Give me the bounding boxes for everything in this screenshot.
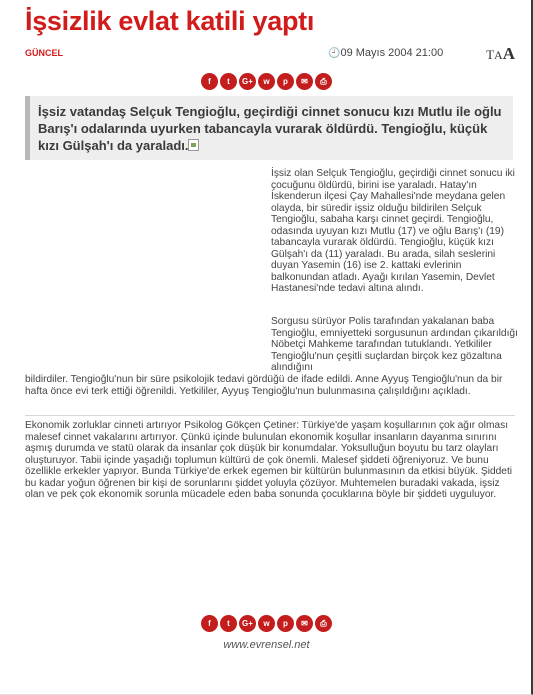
paragraph-2-column: Sorgusu sürüyor Polis tarafından yakalanan baba Tengioğlu, emniyetteki sorgusunun ardından çıkarıldığı Nöbetçi Mahkeme tarafından tutuklandı. Yetkililer Tengioğlu'nun çeşitli suçlardan birçok kez gözaltına alındığını [271,316,518,373]
email-icon[interactable]: ✉ [296,615,313,632]
article-meta [25,44,515,63]
whatsapp-icon[interactable]: w [258,73,275,90]
print-icon[interactable]: ⎙ [315,73,332,90]
paragraph-3: Ekonomik zorluklar cinneti artırıyor Psikolog Gökçen Çetiner: Türkiye'de yaşam koşullarının çok ağır olması malesef cinnet vakalarını artırıyor. Çünkü içinde bulunulan ekonomik koşullar insanların dayanma sınırını aşmış durumda ve statü olarak da insanlar çok düşük bir konumdalar. Yoksulluğun boyutu bu tarz olayları oluşturuyor. Tabii içinde yaşadığı toplumun kültürü de çok önemli. Malesef şiddeti öğreniyoruz. Ve bunu özellikle erkekler yapıyor. Bunda Türkiye'de erkek egemen bir kültürün bulunmasının da etkisi büyük. Şiddeti bu kadar yoğun öğrenen bir kişi de sorunlarını şiddet yoluyla çözüyor. Muhtemelen buradaki vakada, işsiz olan ve pek çok ekonomik sorunla mücadele eden baba sonunda çocuklarına böyle bir şiddeti uyguluyor. [25,420,513,500]
category-label[interactable]: GÜNCEL [25,48,63,58]
publish-date [328,47,443,59]
share-bar-bottom [201,615,341,632]
facebook-icon[interactable]: f [201,615,218,632]
font-size-controls[interactable] [486,44,515,64]
article-title: İşsizlik evlat katili yaptı [25,6,315,36]
google-plus-icon[interactable]: G+ [239,73,256,90]
article-lead [25,96,513,160]
font-increase-button[interactable]: A [502,44,515,63]
email-icon[interactable]: ✉ [296,73,313,90]
pinterest-icon[interactable]: p [277,615,294,632]
clock-icon: 🕘 [328,48,341,59]
whatsapp-icon[interactable]: w [258,615,275,632]
paragraph-2-continued: bildirdiler. Tengioğlu'nun bir süre psikolojik tedavi gördüğü de ifade edildi. Anne Ayyuş Tengioğlu'nun da bir hafta önce evi terk ettiği öğrenildi. Yetkililer, Ayyuş Tengioğlu'nun bulunmasına çalışıldığını açıkladı. [25,374,503,397]
facebook-icon[interactable]: f [201,73,218,90]
site-url[interactable]: www.evrensel.net [223,639,310,651]
section-divider [25,415,515,416]
font-reset-button[interactable]: T [486,47,495,62]
broken-image-icon [188,139,199,151]
paragraph-1: İşsiz olan Selçuk Tengioğlu, geçirdiği cinnet sonucu iki çocuğunu öldürdü, birini ise yaraladı. Hatay'ın İskenderun ilçesi Çay Mahallesi'nde meydana gelen olayda, bir süredir işsiz olduğu bildirilen Selçuk Tengioğlu, sabaha karşı cinnet geçirdi. Tengioğlu, odasında uyuyan kızı Mutlu (17) ve oğlu Barış'ı (19) tabancayla vurarak öldürdü. Tengioğlu, küçük kızı Gülşah'ı da (11) yaraladı. Bu arada, silah seslerini duyan Yasemin (16) ise 2. kattaki evlerinin balkonundan atladı. Ayağı kırılan Yasemin, Devlet Hastanesi'nde tedavi altına alındı. [271,168,515,294]
google-plus-icon[interactable]: G+ [239,615,256,632]
publish-date-text: 09 Mayıs 2004 21:00 [340,47,444,59]
twitter-icon[interactable]: t [220,615,237,632]
print-icon[interactable]: ⎙ [315,615,332,632]
pinterest-icon[interactable]: p [277,73,294,90]
font-decrease-button[interactable]: A [494,48,503,62]
twitter-icon[interactable]: t [220,73,237,90]
share-bar-top [201,73,341,90]
lead-text: İşsiz vatandaş Selçuk Tengioğlu, geçirdiği cinnet sonucu kızı Mutlu ile oğlu Barış'ı odalarında uyurken tabancayla vurarak öldürdü. Tengioğlu, küçük kızı Gülşah'ı da yaraladı. [38,104,502,153]
